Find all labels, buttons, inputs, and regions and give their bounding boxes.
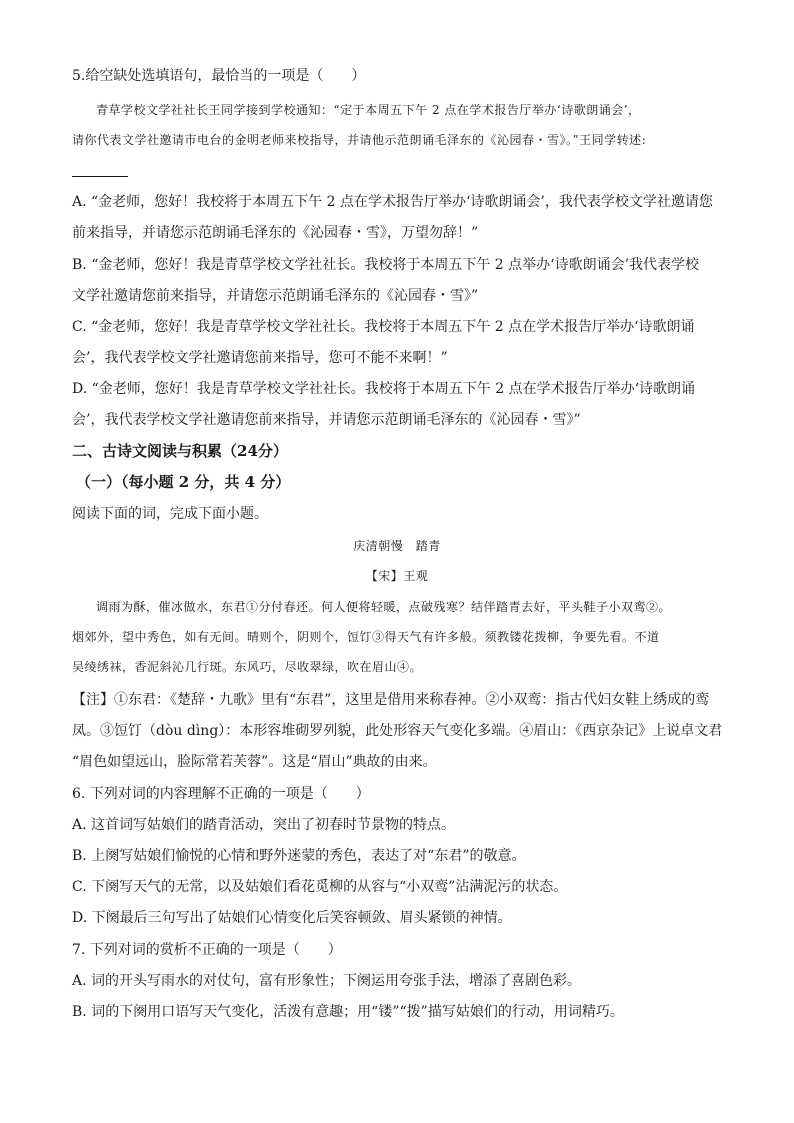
poem-author: 【宋】王观 (365, 569, 429, 583)
notes-line-1: 【注】①东君：《楚辞・九歌》里有“东君”，这里是借用来称春神。②小双鸾：指古代妇女鞋上绣成的鸾 (72, 692, 710, 708)
q5-option-a-line-1: A. “金老师，您好！我校将于本周五下午 2 点在学术报告厅举办‘诗歌朗诵会’，我代表学校文学社邀请您 (72, 194, 713, 210)
q5-option-c-line-1: C. “金老师，您好！我是青草学校文学社社长。我校将于本周五下午 2 点在学术报告厅举办‘诗歌朗诵 (72, 319, 695, 335)
q7-stem: 7. 下列对词的赏析不正确的一项是（ ） (72, 942, 342, 958)
section-2-heading: 二、古诗文阅读与积累（24分） (72, 442, 288, 460)
subsection-heading: （一）（每小题 2 分，共 4 分） (76, 473, 291, 491)
poem-line-2: 烟郊外，望中秀色，如有无间。晴则个，阴则个，饾饤③得天气有许多般。须教镂花拨柳，争要先看。不道 (72, 630, 660, 644)
notes-line-3: “眉色如望远山，脸际常若芙蓉”。这是“眉山”典故的由来。 (72, 754, 437, 770)
poem-title: 庆清朝慢 踏青 (353, 539, 441, 553)
q6-option-b: B. 上阕写姑娘们愉悦的心情和野外迷蒙的秀色，表达了对“东君”的敬意。 (72, 848, 526, 864)
reading-instruction: 阅读下面的词，完成下面小题。 (72, 506, 268, 522)
q5-option-b-line-1: B. “金老师，您好！我是青草学校文学社社长。我校将于本周五下午 2 点举办‘诗歌朗诵会’我代表学校 (72, 257, 700, 273)
q6-option-c: C. 下阕写天气的无常，以及姑娘们看花觅柳的从容与“小双鸾”沾满泥污的状态。 (72, 879, 568, 895)
q6-option-a: A. 这首词写姑娘们的踏青活动，突出了初春时节景物的特点。 (72, 817, 456, 833)
poem-line-3: 吴绫绣袜，香泥斜沁几行斑。东风巧，尽收翠绿，吹在眉山④。 (72, 660, 423, 674)
q7-option-b: B. 词的下阕用口语写天气变化，活泼有意趣；用“镂”“拨”描写姑娘们的行动，用词精巧。 (72, 1004, 624, 1020)
q5-passage-line-2: 请你代表文学社邀请市电台的金明老师来校指导，并请他示范朗诵毛泽东的《沁园春・雪》。”王同学转述: (72, 133, 647, 147)
q6-option-d: D. 下阕最后三句写出了姑娘们心情变化后笑容顿敛、眉头紧锁的神情。 (72, 910, 512, 926)
q5-option-c-line-2: 会’，我代表学校文学社邀请您前来指导，您可不能不来啊！” (72, 350, 448, 366)
q5-stem: 5.给空缺处选填语句，最恰当的一项是（ ） (72, 68, 366, 84)
poem-line-1: 调雨为酥，催冰做水，东君①分付春还。何人便将轻暖，点破残寒？结伴踏青去好，平头鞋子小双鸾②。 (96, 600, 672, 614)
q6-stem: 6. 下列对词的内容理解不正确的一项是（ ） (72, 786, 370, 802)
q7-option-a: A. 词的开头写雨水的对仗句，富有形象性；下阕运用夸张手法，增添了喜剧色彩。 (72, 973, 582, 989)
q5-option-d-line-1: D. “金老师，您好！我是青草学校文学社社长。我校将于本周五下午 2 点在学术报告厅举办‘诗歌朗诵 (72, 381, 696, 397)
q5-passage-line-1: 青草学校文学社社长王同学接到学校通知：“定于本周五下午 2 点在学术报告厅举办‘诗歌朗诵会’， (96, 103, 641, 117)
q5-option-d-line-2: 会’，我代表学校文学社邀请您前来指导，并请您示范朗诵毛泽东的《沁园春・雪》” (72, 412, 581, 428)
q5-option-a-line-2: 前来指导，并请您示范朗诵毛泽东的《沁园春・雪》，万望勿辞！” (72, 225, 479, 241)
answer-blank-line (72, 176, 128, 177)
notes-line-2: 凤。③饾饤（dòu dìng）：本形容堆砌罗列貌，此处形容天气变化多端。④眉山：《西京杂记》上说卓文君 (72, 723, 723, 739)
q5-option-b-line-2: 文学社邀请您前来指导，并请您示范朗诵毛泽东的《沁园春・雪》” (72, 288, 479, 304)
